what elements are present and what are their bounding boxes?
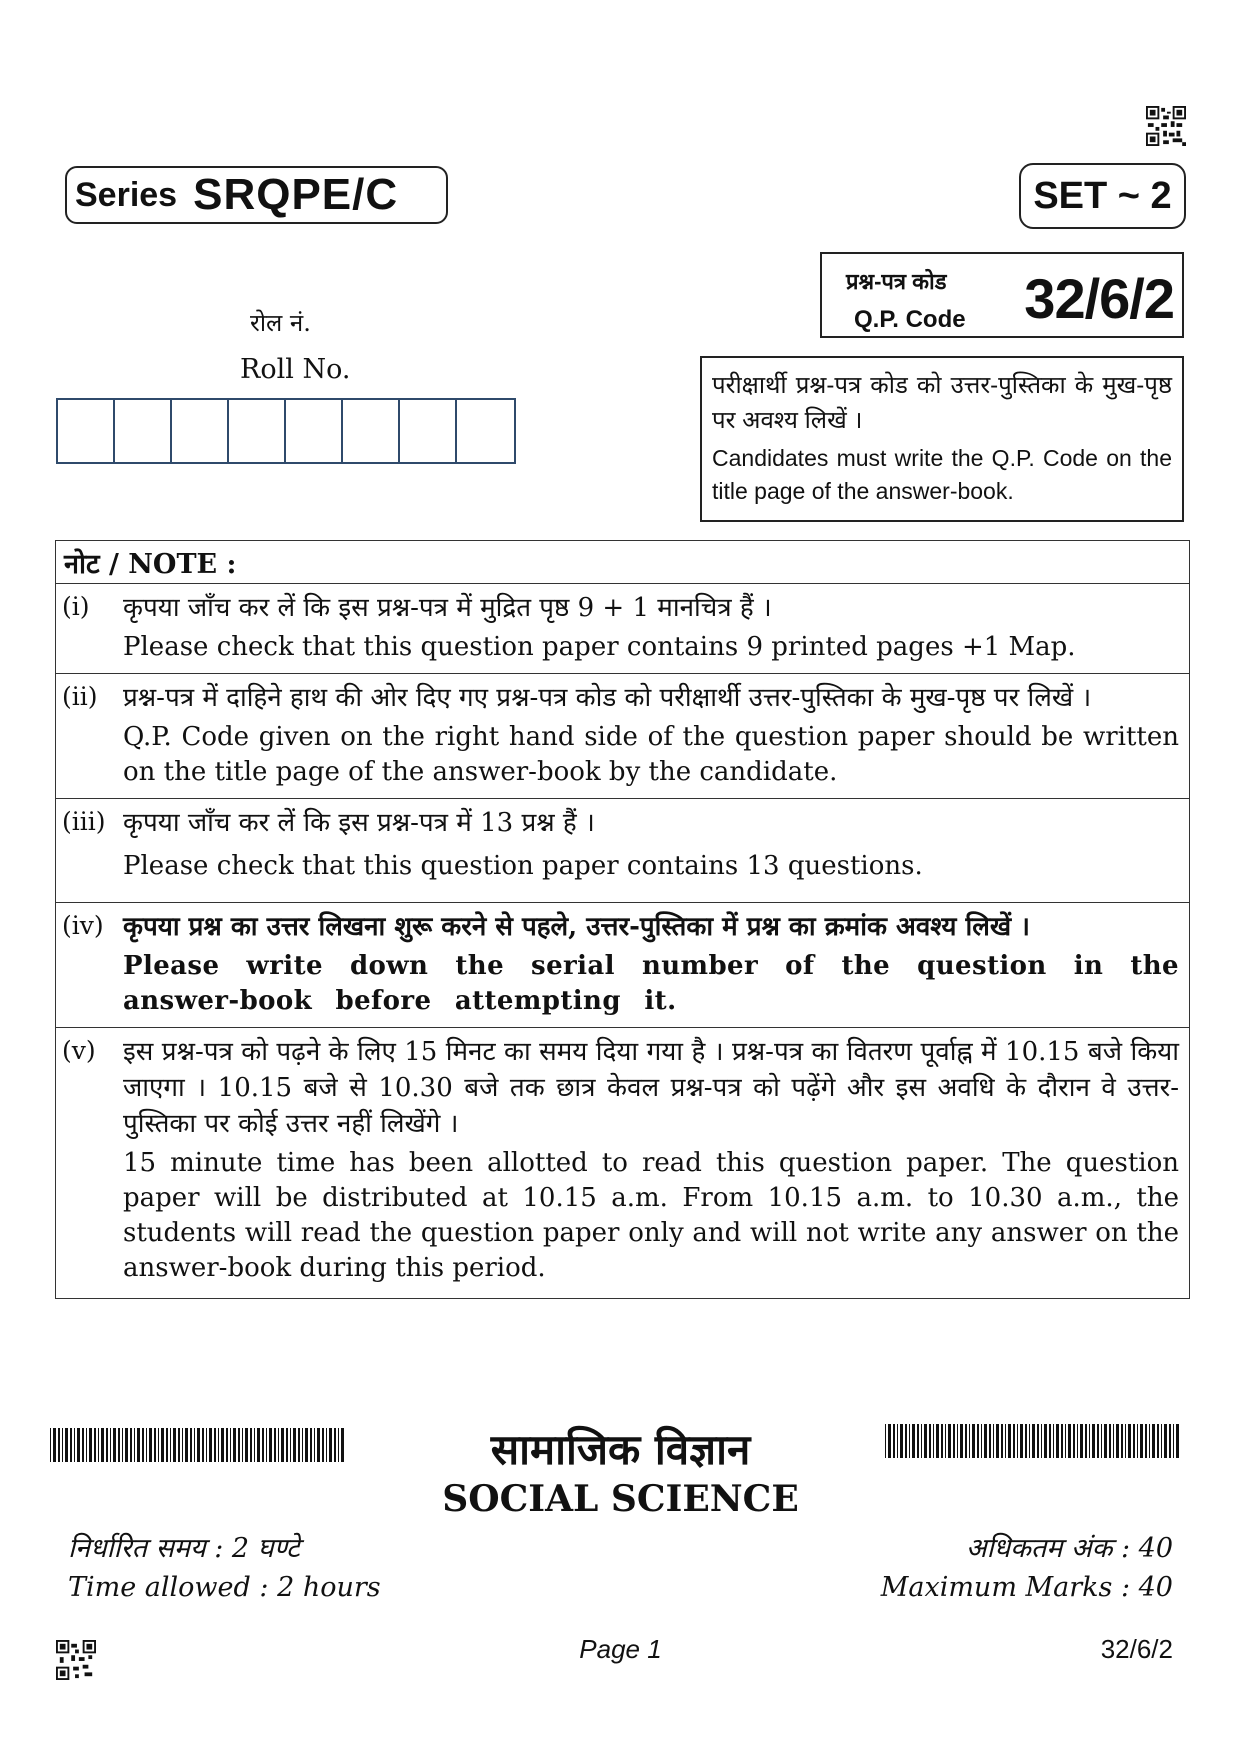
qp-code-label-hindi: प्रश्न-पत्र कोड — [846, 269, 947, 294]
note-item-hindi: कृपया जाँच कर लें कि इस प्रश्न-पत्र में मुद्रित पृष्ठ 9 + 1 मानचित्र हैं । — [123, 593, 772, 623]
note-item-2 — [56, 674, 1189, 799]
subject-title: SOCIAL SCIENCE — [442, 1478, 799, 1520]
note-item-5 — [56, 1028, 1189, 1298]
page-number: Page 1 — [579, 1634, 662, 1664]
candidate-note-english: Candidates must write the Q.P. Code on the title page of the answer-book. — [712, 445, 1172, 504]
series-label: Series — [75, 175, 178, 214]
qp-code-label: Q.P. Code — [854, 306, 966, 333]
time-allowed: Time allowed : 2 hours — [68, 1572, 381, 1603]
maximum-marks-hindi: अधिकतम अंक : 40 — [965, 1533, 1173, 1564]
note-table — [55, 540, 1190, 1299]
roll-digit-box[interactable] — [457, 400, 514, 462]
qp-code-box — [820, 252, 1184, 338]
note-item-hindi: प्रश्न-पत्र में दाहिने हाथ की ओर दिए गए प्रश्न-पत्र कोड को परीक्षार्थी उत्तर-पुस्तिका के मुख-पृष्ठ पर लिखें । — [123, 683, 1092, 713]
note-item-number: (ii) — [62, 682, 98, 711]
note-item-number: (iv) — [62, 911, 104, 940]
note-item-hindi: कृपया जाँच कर लें कि इस प्रश्न-पत्र में 13 प्रश्न हैं । — [123, 808, 595, 838]
roll-number-boxes[interactable] — [56, 398, 516, 464]
note-item-1 — [56, 584, 1189, 674]
roll-label-hindi: रोल नं. — [250, 309, 311, 337]
roll-digit-box[interactable] — [58, 400, 115, 462]
note-item-4 — [56, 903, 1189, 1028]
note-item-number: (v) — [62, 1036, 96, 1065]
series-box — [65, 166, 448, 224]
qp-code-value: 32/6/2 — [1024, 267, 1174, 330]
note-item-english: Please check that this question paper contains 9 printed pages +1 Map. — [123, 632, 1076, 662]
qr-code-top — [1146, 106, 1186, 146]
roll-digit-box[interactable] — [400, 400, 457, 462]
note-item-number: (i) — [62, 592, 90, 621]
roll-digit-box[interactable] — [286, 400, 343, 462]
candidate-instruction-box — [700, 356, 1184, 522]
note-item-number: (iii) — [62, 807, 106, 836]
candidate-note-hindi: परीक्षार्थी प्रश्न-पत्र कोड को उत्तर-पुस्तिका के मुख-पृष्ठ पर अवश्य लिखें । — [712, 372, 1172, 434]
roll-digit-box[interactable] — [343, 400, 400, 462]
set-box: SET ~ 2 — [1019, 163, 1186, 229]
subject-title-hindi: सामाजिक विज्ञान — [490, 1425, 751, 1474]
note-item-english: Q.P. Code given on the right hand side of the question paper should be written on the title page of the answer-book by the candidate. — [123, 722, 1179, 787]
maximum-marks: Maximum Marks : 40 — [880, 1572, 1173, 1603]
note-item-hindi: कृपया प्रश्न का उत्तर लिखना शुरू करने से पहले, उत्तर-पुस्तिका में प्रश्न का क्रमांक अवश्य लिखें । — [123, 912, 1030, 942]
roll-digit-box[interactable] — [229, 400, 286, 462]
roll-digit-box[interactable] — [172, 400, 229, 462]
note-item-english: Please write down the serial number of the question in the answer-book before attempting it. — [123, 951, 1179, 1016]
time-allowed-hindi: निर्धारित समय : 2 घण्टे — [68, 1533, 300, 1564]
roll-label: Roll No. — [240, 354, 351, 385]
note-item-english: Please check that this question paper contains 13 questions. — [123, 851, 923, 881]
footer-qp-code: 32/6/2 — [1100, 1634, 1173, 1664]
roll-digit-box[interactable] — [115, 400, 172, 462]
note-title: नोट / NOTE : — [56, 541, 1189, 584]
note-item-english: 15 minute time has been allotted to read this question paper. The question paper will be distributed at 10.15 a.m. From 10.15 a.m. to 10.30 a.m., the students will read the question paper only and will not write any answer on the answer-book during this period. — [123, 1148, 1179, 1283]
note-item-hindi: इस प्रश्न-पत्र को पढ़ने के लिए 15 मिनट का समय दिया गया है । प्रश्न-पत्र का वितरण पूर्वाह्न में 10.15 बजे किया जाएगा । 10.15 बजे से 10.30 बजे तक छात्र केवल प्रश्न-पत्र को पढ़ेंगे और इस अवधि के दौरान वे उत्तर-पुस्तिका पर कोई उत्तर नहीं लिखेंगे । — [123, 1037, 1179, 1139]
series-value: SRQPE/C — [193, 170, 399, 219]
note-item-3 — [56, 799, 1189, 903]
